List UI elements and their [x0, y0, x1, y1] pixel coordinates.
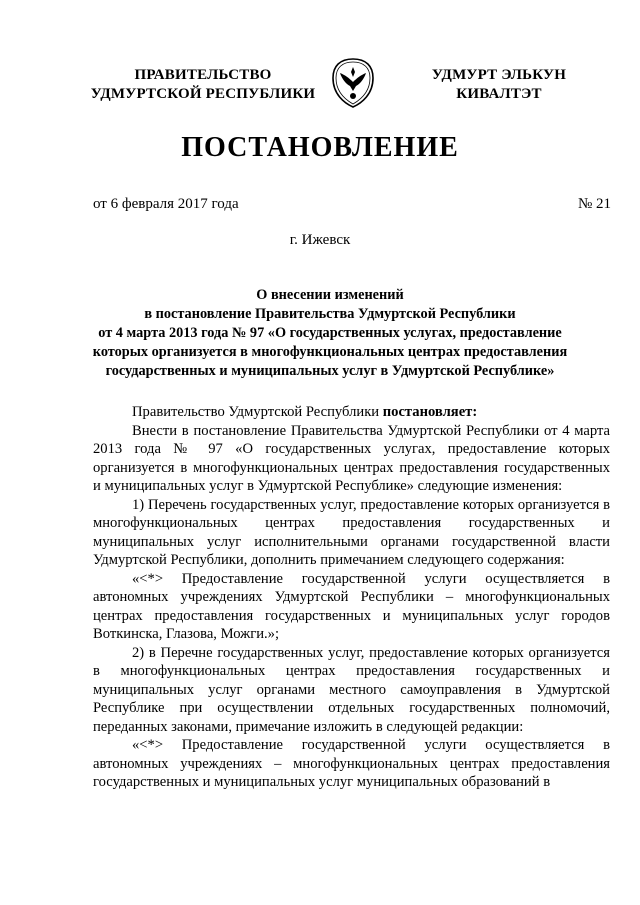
body-paragraph: Внести в постановление Правительства Удмуртской Республики от 4 марта 2013 года № 97 «О государственных услугах, предоставление которых организуется в многофункциональных центрах предоставления государственных и муниципальных услуг в Удмуртской Республике» следующие изменения:: [93, 422, 610, 494]
subject-line: от 4 марта 2013 года № 97 «О государственных услугах, предоставление: [98, 325, 562, 341]
header-government-ru: [84, 66, 322, 104]
document-date: от 6 февраля 2017 года: [93, 196, 239, 212]
subject-line: государственных и муниципальных услуг в Удмуртской Республике»: [105, 363, 555, 379]
subject-line: которых организуется в многофункциональных центрах предоставления: [92, 344, 568, 360]
document-city: г. Ижевск: [289, 232, 351, 248]
header-left-line1: ПРАВИТЕЛЬСТВО: [134, 67, 272, 83]
subject-line: О внесении изменений: [256, 287, 404, 303]
document-type-title: ПОСТАНОВЛЕНИЕ: [181, 132, 459, 163]
document-subject: [90, 286, 570, 381]
coat-of-arms-icon: [331, 58, 375, 108]
header-right-line2: КИВАЛТЭТ: [456, 86, 542, 102]
document-number: № 21: [578, 196, 612, 212]
intro-text: Правительство Удмуртской Республики: [132, 404, 383, 420]
body-paragraph: «<*> Предоставление государственной услуги осуществляется в автономных учреждениях – многофункциональных центрах предоставления государственных и муниципальных услуг муниципальных образований в: [93, 737, 610, 790]
header-right-line1: УДМУРТ ЭЛЬКУН: [431, 67, 567, 83]
body-paragraph: «<*> Предоставление государственной услуги осуществляется в автономных учреждениях Удмуртской Республики – многофункциональных центрах предоставления государственных и муниципальных услуг городов Воткинска, Глазова, Можги.»;: [93, 570, 610, 642]
intro-resolves: постановляет:: [382, 404, 478, 420]
subject-line: в постановление Правительства Удмуртской Республики: [144, 306, 516, 322]
document-body: [93, 403, 610, 792]
body-paragraph-intro: [93, 403, 610, 422]
body-paragraph: 2) в Перечне государственных услуг, предоставление которых организуется в многофункциональных центрах предоставления государственных и муниципальных услуг органами местного самоуправления в Удмуртской Республике при осуществлении отдельных государственных полномочий, переданных законами, примечание изложить в следующей редакции:: [93, 644, 610, 735]
header-left-line2: УДМУРТСКОЙ РЕСПУБЛИКИ: [90, 86, 316, 102]
body-paragraph: 1) Перечень государственных услуг, предоставление которых организуется в многофункциональных центрах предоставления государственных и муниципальных услуг исполнительными органами государственной власти Удмуртской Республики, дополнить примечанием следующего содержания:: [93, 496, 610, 568]
header-government-udm: [424, 66, 574, 104]
